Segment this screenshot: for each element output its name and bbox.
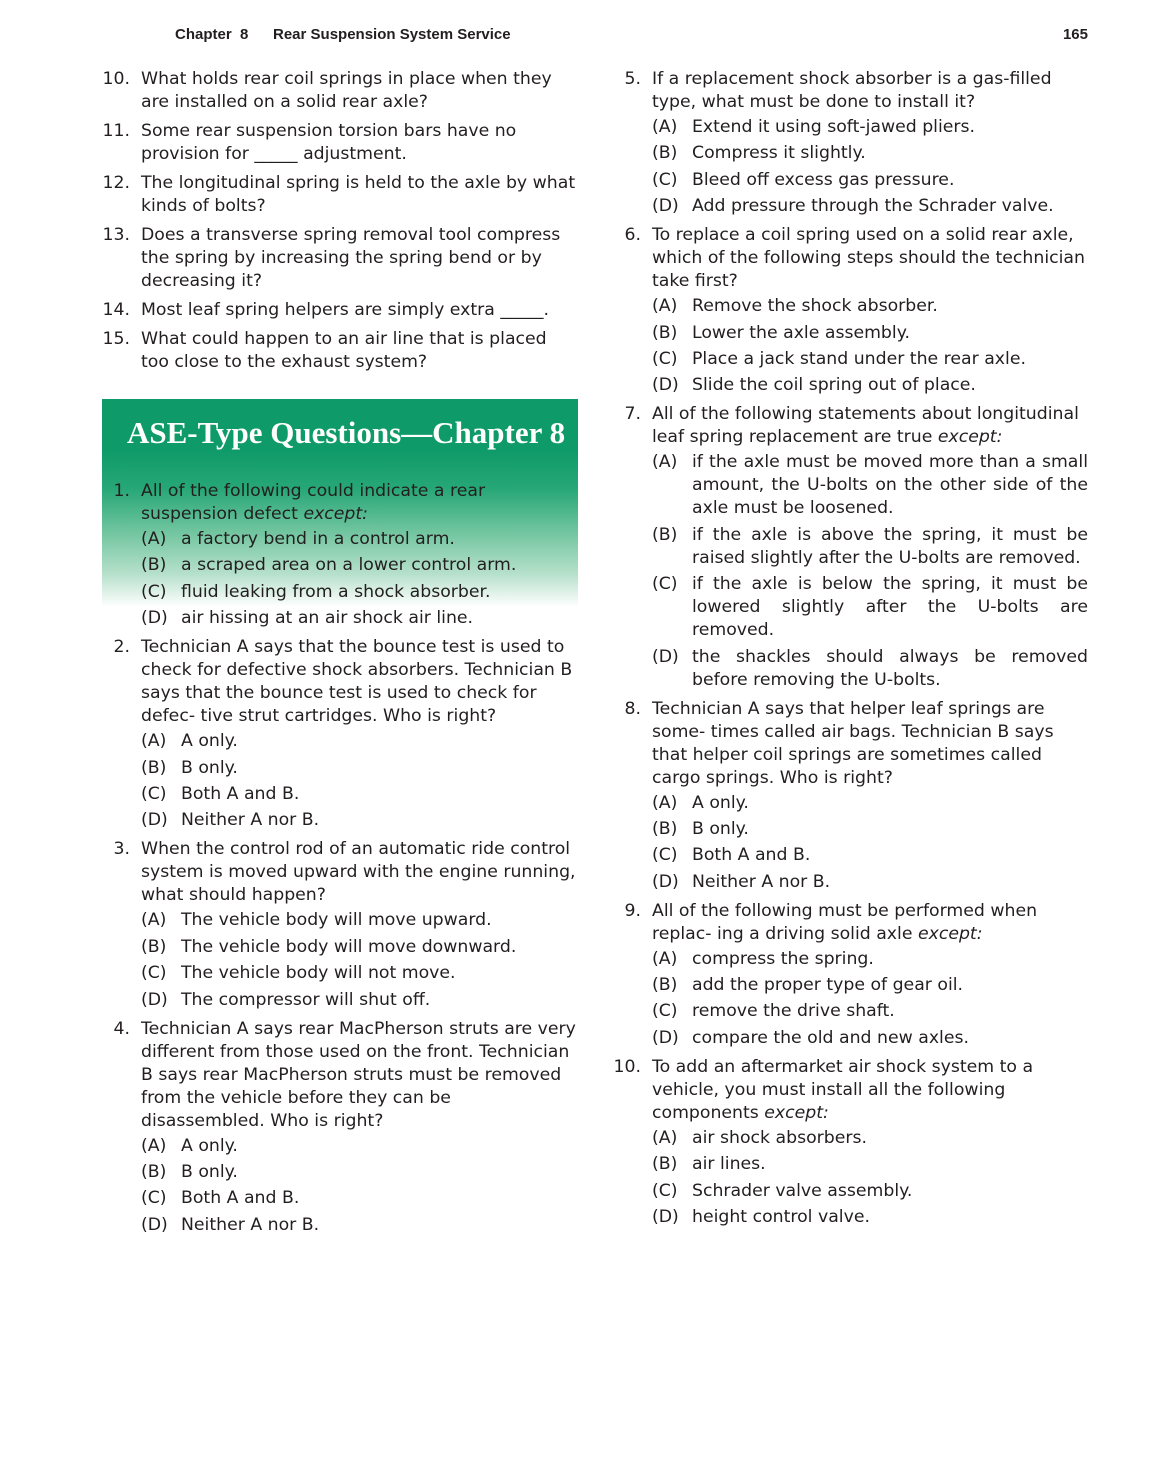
option-letter: (B) (141, 936, 167, 957)
option-text: if the axle is above the spring, it must be raised slightly after the U-bolts are removed. (692, 524, 1088, 568)
question-item (100, 224, 576, 293)
answer-option (652, 169, 1088, 192)
question-number: 10. (102, 69, 130, 89)
option-text: The vehicle body will move upward. (181, 910, 492, 931)
question-text: What holds rear coil springs in place when they are installed on a solid rear axle? (141, 69, 552, 112)
answer-option (141, 581, 576, 604)
question-number: 8. (624, 698, 641, 719)
answer-option (652, 1153, 1088, 1176)
answer-option (652, 295, 1088, 318)
option-text: Compress it slightly. (692, 143, 866, 164)
option-text: Neither A nor B. (181, 810, 320, 831)
question-number: 4. (113, 1018, 130, 1039)
answer-options (141, 730, 576, 832)
question-stem: When the control rod of an automatic ride control system is moved upward with the engine running, what should happen? (141, 839, 576, 906)
option-text: Lower the axle assembly. (692, 322, 910, 343)
question-item (100, 120, 576, 166)
answer-option (141, 1187, 576, 1210)
answer-option (652, 871, 1088, 894)
option-text: air shock absorbers. (692, 1127, 867, 1148)
answer-option (141, 909, 576, 932)
option-letter: (B) (141, 757, 167, 778)
question-text: Does a transverse spring removal tool compress the spring by increasing the spring bend or by decreasing it? (141, 225, 561, 291)
option-letter: (C) (652, 1180, 678, 1201)
answer-option (652, 116, 1088, 139)
option-text: The vehicle body will move downward. (181, 936, 517, 957)
ase-question-item (611, 403, 1088, 691)
answer-option (652, 573, 1088, 642)
option-letter: (C) (652, 574, 678, 595)
ase-question-item (100, 838, 576, 1011)
option-text: height control valve. (692, 1207, 870, 1228)
answer-option (652, 1180, 1088, 1203)
question-stem: If a replacement shock absorber is a gas-filled type, what must be done to install it? (652, 69, 1052, 112)
option-text: Place a jack stand under the rear axle. (692, 348, 1026, 369)
answer-options (652, 1127, 1088, 1229)
review-questions (100, 68, 576, 380)
answer-option (141, 809, 576, 832)
question-except: except: (764, 1102, 829, 1123)
question-text (141, 636, 576, 728)
option-letter: (D) (652, 1027, 679, 1048)
answer-option (141, 1135, 576, 1158)
answer-options (141, 909, 576, 1011)
option-text: Both A and B. (181, 783, 300, 804)
answer-option (141, 936, 576, 959)
option-letter: (D) (652, 871, 679, 892)
question-number: 6. (624, 225, 641, 246)
answer-option (652, 792, 1088, 815)
option-letter: (A) (141, 731, 167, 752)
option-letter: (A) (652, 1127, 678, 1148)
option-letter: (D) (652, 646, 679, 667)
answer-option (652, 844, 1088, 867)
answer-option (652, 142, 1088, 165)
option-text: Bleed off excess gas pressure. (692, 169, 955, 190)
option-text: Schrader valve assembly. (692, 1180, 913, 1201)
option-text: air hissing at an air shock air line. (181, 608, 474, 629)
question-except: except: (917, 923, 983, 944)
header-chapter: Chapter 8 (175, 26, 249, 43)
option-letter: (C) (141, 783, 167, 804)
ase-question-item (100, 480, 576, 630)
answer-option (141, 607, 576, 630)
ase-question-item (611, 698, 1088, 894)
option-letter: (C) (652, 1001, 678, 1022)
question-item (100, 328, 576, 374)
answer-option (141, 757, 576, 780)
question-except: except: (937, 427, 1003, 448)
option-text: a scraped area on a lower control arm. (181, 555, 517, 576)
option-letter: (A) (652, 948, 678, 969)
ase-question-item (100, 1018, 576, 1237)
question-stem: To replace a coil spring used on a solid rear axle, which of the following steps should the technician take first? (652, 225, 1085, 292)
question-stem: All of the following statements about longitudinal leaf spring replacement are true (652, 404, 1079, 448)
answer-option (141, 783, 576, 806)
option-letter: (B) (652, 322, 678, 343)
answer-options (141, 528, 576, 630)
answer-option (141, 962, 576, 985)
option-letter: (C) (141, 963, 167, 984)
option-text: a factory bend in a control arm. (181, 529, 455, 549)
option-letter: (C) (141, 1188, 167, 1209)
option-text: air lines. (692, 1154, 766, 1175)
option-letter: (D) (141, 608, 168, 629)
question-number: 15. (102, 329, 130, 349)
ase-question-item (611, 900, 1088, 1050)
answer-option (141, 989, 576, 1012)
question-stem: To add an aftermarket air shock system to a vehicle, you must install all the following components (652, 1056, 1034, 1123)
answer-option (141, 730, 576, 753)
option-letter: (D) (652, 375, 679, 396)
option-letter: (A) (141, 529, 167, 549)
answer-option (652, 451, 1088, 520)
option-letter: (C) (652, 845, 678, 866)
option-text: Add pressure through the Schrader valve. (692, 196, 1054, 217)
question-item (100, 172, 576, 218)
answer-option (141, 554, 576, 577)
option-letter: (B) (652, 975, 678, 996)
answer-options (652, 116, 1088, 218)
option-letter: (D) (141, 989, 168, 1010)
option-text: the shackles should always be removed before removing the U-bolts. (692, 646, 1088, 690)
question-text (652, 900, 1088, 946)
answer-option (652, 322, 1088, 345)
option-text: Both A and B. (692, 845, 811, 866)
answer-options (652, 451, 1088, 691)
option-letter: (A) (652, 296, 678, 317)
option-text: remove the drive shaft. (692, 1001, 895, 1022)
option-text: if the axle is below the spring, it must be lowered slightly after the U-bolts are removed. (692, 574, 1088, 641)
option-letter: (D) (652, 196, 679, 217)
question-stem: Technician A says that helper leaf springs are some- times called air bags. Technician B says that helper coil springs are sometimes called cargo springs. Who is right? (652, 698, 1054, 788)
option-text: if the axle must be moved more than a small amount, the U-bolts on the other side of the axle must be loosened. (692, 452, 1088, 519)
option-text: A only. (181, 731, 238, 752)
option-letter: (B) (652, 818, 678, 839)
question-text: What could happen to an air line that is placed too close to the exhaust system? (141, 329, 547, 372)
ase-questions-right (611, 68, 1088, 1235)
answer-option (652, 1000, 1088, 1023)
option-letter: (B) (652, 524, 678, 545)
question-number: 3. (113, 839, 130, 860)
running-header (175, 26, 1088, 46)
question-number: 1. (113, 481, 130, 501)
option-text: B only. (181, 757, 238, 778)
answer-option (652, 818, 1088, 841)
option-letter: (A) (652, 117, 678, 137)
answer-options (652, 295, 1088, 397)
ase-question-item (611, 68, 1088, 218)
answer-option (652, 974, 1088, 997)
answer-option (652, 646, 1088, 692)
question-stem: Technician A says rear MacPherson struts are very different from those used on the front. Technician B says rear MacPherson struts must be removed from the vehicle before they can be disassembled. Who is right? (141, 1018, 576, 1131)
option-text: Remove the shock absorber. (692, 296, 938, 317)
option-text: B only. (692, 818, 749, 839)
question-text: The longitudinal spring is held to the axle by what kinds of bolts? (141, 173, 576, 216)
ase-question-item (100, 636, 576, 832)
answer-option (652, 1127, 1088, 1150)
option-letter: (C) (652, 169, 678, 190)
question-number: 10. (613, 1056, 641, 1077)
option-letter: (C) (652, 348, 678, 369)
ase-question-item (611, 1056, 1088, 1229)
answer-option (652, 948, 1088, 971)
answer-option (652, 374, 1088, 397)
question-text (652, 698, 1088, 790)
ase-question-item (611, 224, 1088, 397)
ase-section-title: ASE-Type Questions—Chapter 8 (127, 415, 566, 450)
page-number: 165 (1062, 26, 1088, 43)
question-number: 7. (624, 404, 641, 425)
question-number: 11. (102, 121, 130, 141)
question-number: 9. (624, 900, 641, 921)
answer-option (652, 524, 1088, 570)
option-text: A only. (692, 792, 749, 813)
question-text: Most leaf spring helpers are simply extra _____. (141, 300, 550, 320)
question-text (652, 1056, 1088, 1125)
answer-option (652, 1027, 1088, 1050)
question-stem: All of the following could indicate a rear suspension defect (141, 481, 486, 524)
option-text: compress the spring. (692, 948, 874, 969)
question-except: except: (303, 504, 368, 524)
option-letter: (B) (141, 1161, 167, 1182)
option-letter: (C) (141, 581, 167, 602)
option-letter: (A) (141, 910, 167, 931)
question-item (100, 299, 576, 322)
question-text (652, 68, 1088, 114)
option-letter: (B) (652, 1154, 678, 1175)
option-text: The compressor will shut off. (181, 989, 431, 1010)
question-number: 14. (102, 300, 130, 320)
answer-option (141, 1214, 576, 1237)
option-text: Extend it using soft-jawed pliers. (692, 117, 976, 137)
option-text: Neither A nor B. (181, 1214, 320, 1235)
question-text (141, 838, 576, 907)
option-letter: (A) (652, 452, 678, 473)
option-letter: (D) (652, 1207, 679, 1228)
option-letter: (A) (652, 792, 678, 813)
question-text: Some rear suspension torsion bars have no provision for _____ adjustment. (141, 121, 517, 164)
option-letter: (A) (141, 1135, 167, 1156)
option-text: compare the old and new axles. (692, 1027, 969, 1048)
question-number: 13. (102, 225, 130, 245)
question-number: 2. (113, 637, 130, 658)
question-stem: Technician A says that the bounce test is used to check for defective shock absorbers. Technician B says that the bounce test is used to check for defec- tive strut cartridges. Who is right? (141, 637, 573, 727)
answer-option (652, 195, 1088, 218)
option-text: The vehicle body will not move. (181, 963, 456, 984)
answer-options (652, 948, 1088, 1050)
question-stem: All of the following must be performed when replac- ing a driving solid axle (652, 900, 1038, 944)
option-letter: (D) (141, 1214, 168, 1235)
option-letter: (B) (652, 143, 678, 164)
option-text: Both A and B. (181, 1188, 300, 1209)
question-text (141, 480, 576, 526)
answer-options (652, 792, 1088, 894)
answer-option (141, 528, 576, 551)
option-text: Slide the coil spring out of place. (692, 375, 976, 396)
ase-questions-left (100, 480, 576, 1243)
option-letter: (D) (141, 810, 168, 831)
option-text: fluid leaking from a shock absorber. (181, 581, 491, 602)
answer-option (652, 348, 1088, 371)
answer-option (141, 1161, 576, 1184)
question-number: 12. (102, 173, 130, 193)
option-text: Neither A nor B. (692, 871, 831, 892)
answer-options (141, 1135, 576, 1237)
option-letter: (B) (141, 555, 167, 576)
question-number: 5. (624, 69, 641, 89)
question-text (141, 1018, 576, 1133)
header-title: Rear Suspension System Service (273, 26, 511, 43)
question-item (100, 68, 576, 114)
answer-option (652, 1206, 1088, 1229)
question-text (652, 224, 1088, 293)
option-text: B only. (181, 1161, 238, 1182)
option-text: A only. (181, 1135, 238, 1156)
question-text (652, 403, 1088, 449)
option-text: add the proper type of gear oil. (692, 975, 964, 996)
